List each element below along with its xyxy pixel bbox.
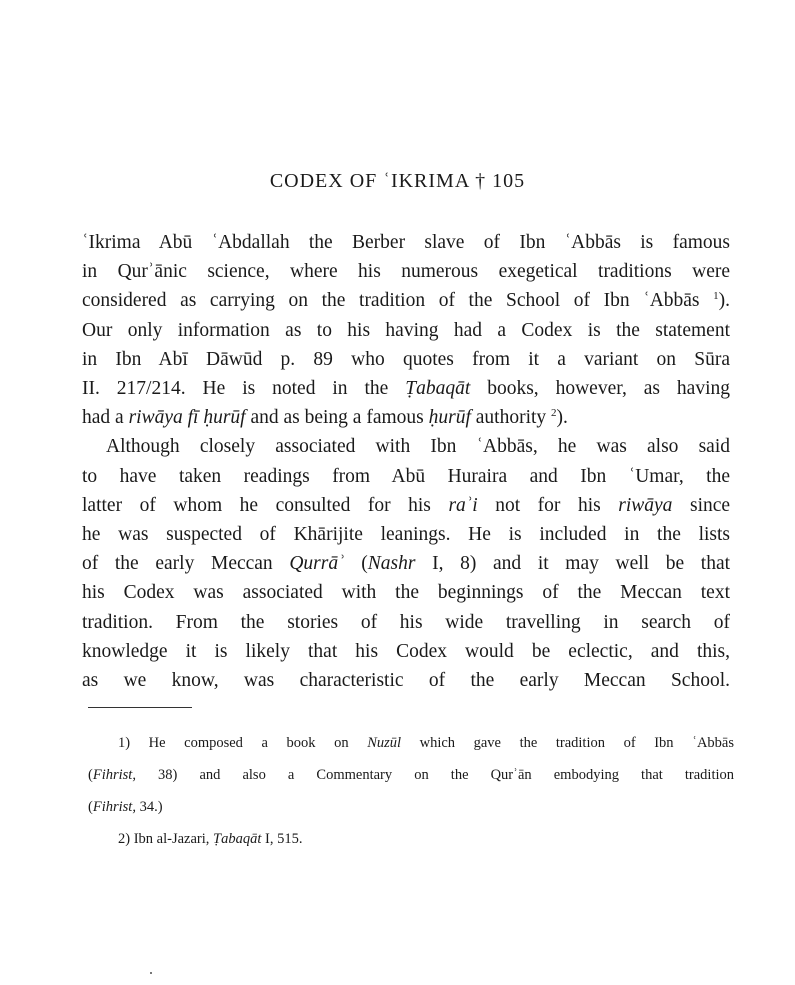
text-span: ).	[718, 290, 731, 312]
footnote-1-line	[88, 727, 734, 759]
text-span: ʿIkrima Abū ʿAbdallah the Berber slave of Ibn ʿAbbās is famous	[82, 232, 730, 253]
text-span: latter of whom he consulted for his	[82, 494, 431, 516]
text-span: (	[361, 553, 368, 575]
text-line	[82, 432, 730, 461]
text-span: 34.)	[139, 799, 163, 815]
text-span: (	[88, 799, 93, 815]
text-line	[82, 228, 730, 257]
text-span: in Ibn Abī Dāwūd p. 89 who quotes from it a variant on Sūra	[82, 348, 730, 370]
text-span: Although closely associated with Ibn ʿAbbās, he was also said	[106, 436, 730, 458]
footnote-divider	[88, 707, 192, 708]
text-line	[82, 286, 730, 315]
italic-term: riwāya	[618, 494, 673, 516]
italic-term: Nashr	[367, 553, 416, 575]
text-span: had a	[82, 407, 124, 429]
text-line	[82, 316, 730, 345]
text-span: Our only information as to his having had a Codex is the statement	[82, 319, 730, 341]
text-line	[82, 637, 730, 666]
text-line	[82, 374, 730, 403]
text-line	[82, 491, 730, 520]
footnote-1-line	[88, 791, 734, 823]
italic-term: Ṭabaqāt	[213, 831, 262, 847]
italic-term: raʾi	[448, 494, 478, 516]
text-span: 2) Ibn al-Jazari,	[118, 831, 210, 847]
text-span: 38) and also a Commentary on the Qurʾān embodying that tradition	[158, 767, 735, 783]
text-span: considered as carrying on the tradition of the School of Ibn ʿAbbās	[82, 290, 700, 312]
text-line	[82, 666, 730, 695]
footnotes	[88, 727, 734, 855]
scan-speck	[150, 972, 152, 974]
text-span: as we know, was characteristic of the early Meccan School.	[82, 670, 730, 692]
text-span: not for his	[495, 494, 601, 516]
italic-term: Fihrist,	[92, 767, 136, 783]
italic-term: ḥurūf	[428, 407, 471, 429]
text-span: of the early Meccan	[82, 553, 273, 575]
italic-term: riwāya fī ḥurūf	[128, 407, 246, 429]
footnote-1-line	[88, 759, 734, 791]
italic-term: Qurrāʾ	[289, 553, 345, 575]
text-line	[82, 462, 730, 491]
text-span: and as being a famous	[250, 407, 424, 429]
text-span: authority	[475, 407, 547, 429]
text-span: books, however, as having	[487, 378, 731, 400]
main-text	[82, 228, 730, 695]
footnote-2-line	[88, 823, 734, 855]
text-span: his Codex was associated with the beginnings of the Meccan text	[82, 582, 730, 604]
text-span: (	[88, 767, 93, 783]
text-line	[82, 608, 730, 637]
text-line	[82, 578, 730, 607]
italic-term: Ṭabaqāt	[405, 378, 471, 400]
text-span: he was suspected of Khārijite leanings. He is included in the lists	[82, 524, 730, 546]
text-span: since	[689, 494, 731, 516]
footnote-ref-2: 2	[551, 407, 557, 420]
italic-term: Nuzūl	[367, 735, 402, 751]
text-span: knowledge it is likely that his Codex would be eclectic, and this,	[82, 640, 730, 662]
text-line	[82, 403, 730, 432]
text-span: 1) He composed a book on	[118, 735, 349, 751]
text-span: tradition. From the stories of his wide travelling in search of	[82, 611, 730, 633]
text-span: I, 515.	[264, 831, 303, 847]
page-title: CODEX OF ʿIKRIMA † 105	[269, 170, 526, 192]
text-line	[82, 257, 730, 286]
text-line	[82, 520, 730, 549]
text-span: in Qurʾānic science, where his numerous exegetical traditions were	[82, 261, 730, 283]
italic-term: Fihrist,	[92, 799, 136, 815]
text-line	[82, 345, 730, 374]
text-span: to have taken readings from Abū Huraira and Ibn ʿUmar, the	[82, 465, 730, 487]
text-span: II. 217/214. He is noted in the	[82, 378, 389, 400]
text-span: ).	[556, 407, 568, 429]
footnote-ref-1: 1	[713, 290, 719, 303]
text-span: I, 8) and it may well be that	[432, 553, 731, 575]
text-span: which gave the tradition of Ibn ʿAbbās	[419, 735, 735, 751]
text-line	[82, 549, 730, 578]
